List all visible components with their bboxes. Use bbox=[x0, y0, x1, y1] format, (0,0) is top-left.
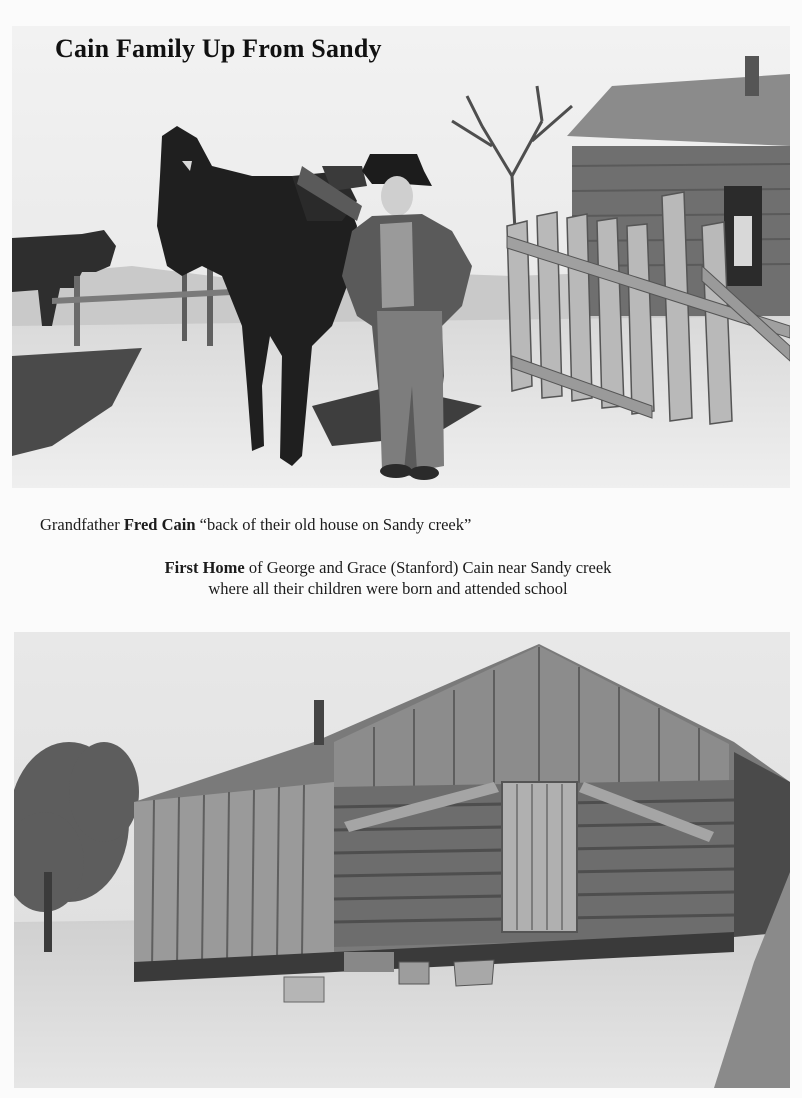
caption-2-bold: First Home bbox=[164, 558, 245, 577]
caption-2-line-1-rest: of George and Grace (Stanford) Cain near Sandy creek bbox=[244, 558, 612, 577]
caption-1-name: Fred Cain bbox=[123, 515, 196, 534]
caption-2-line-2: where all their children were born and attended school bbox=[208, 579, 568, 598]
photo-fred-cain-image bbox=[12, 26, 790, 488]
page-title: Cain Family Up From Sandy bbox=[55, 34, 382, 63]
caption-first-home bbox=[0, 557, 776, 599]
caption-1-prefix: Grandfather bbox=[40, 515, 124, 534]
caption-2-line-1 bbox=[0, 557, 776, 578]
photo-cabin-image bbox=[14, 632, 790, 1088]
caption-1-suffix: “back of their old house on Sandy creek” bbox=[195, 515, 472, 534]
caption-fred-cain bbox=[40, 514, 760, 535]
photo-first-home-cabin bbox=[14, 632, 790, 1088]
photo-fred-cain-with-horse bbox=[12, 26, 790, 488]
